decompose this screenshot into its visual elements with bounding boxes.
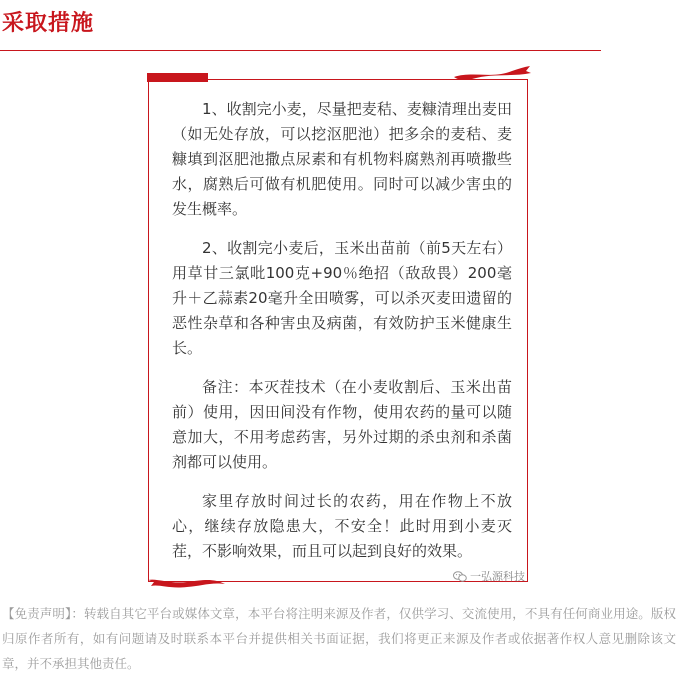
section-title: 采取措施 [2,11,95,36]
title-divider [0,50,601,51]
paragraph: 1、收割完小麦，尽量把麦秸、麦糠清理出麦田（如无处存放，可以挖沤肥池）把多余的麦秸、麦糠填到沤肥池撒点尿素和有机物料腐熟剂再喷撒些水，腐熟后可做有机肥使用。同时可以减少害虫的发生概率。 [172,100,512,218]
ribbon-decoration-top [452,65,532,83]
watermark [453,568,525,584]
card-corner-tab [147,73,208,82]
paragraph: 家里存放时间过长的农药，用在作物上不放心，继续存放隐患大，不安全！此时用到小麦灭茬，不影响效果，而且可以起到良好的效果。 [172,492,512,560]
disclaimer-text: 【免责声明】：转载自其它平台或媒体文章，本平台将注明来源及作者，仅供学习、交流使用，不具有任何商业用途。版权归原作者所有，如有问题请及时联系本平台并提供相关书面证据，我们将更正来源及作者或依据著作权人意见删除该文章，并不承担其他责任。 [2,606,676,671]
paragraph: 备注：本灭茬技术（在小麦收割后、玉米出苗前）使用，因田间没有作物，使用农药的量可以随意加大，不用考虑药害，另外过期的杀虫剂和杀菌剂都可以使用。 [172,378,512,471]
wechat-icon [453,571,467,582]
article-body [172,97,512,578]
paragraph: 2、收割完小麦后，玉米出苗前（前5天左右）用草甘三氯吡100克+90％绝招（敌敌畏）200毫升＋乙蒜素20毫升全田喷雾，可以杀灭麦田遗留的恶性杂草和各种害虫及病菌，有效防护玉米健康生长。 [172,239,512,357]
watermark-text: 一弘源科技 [470,570,525,583]
